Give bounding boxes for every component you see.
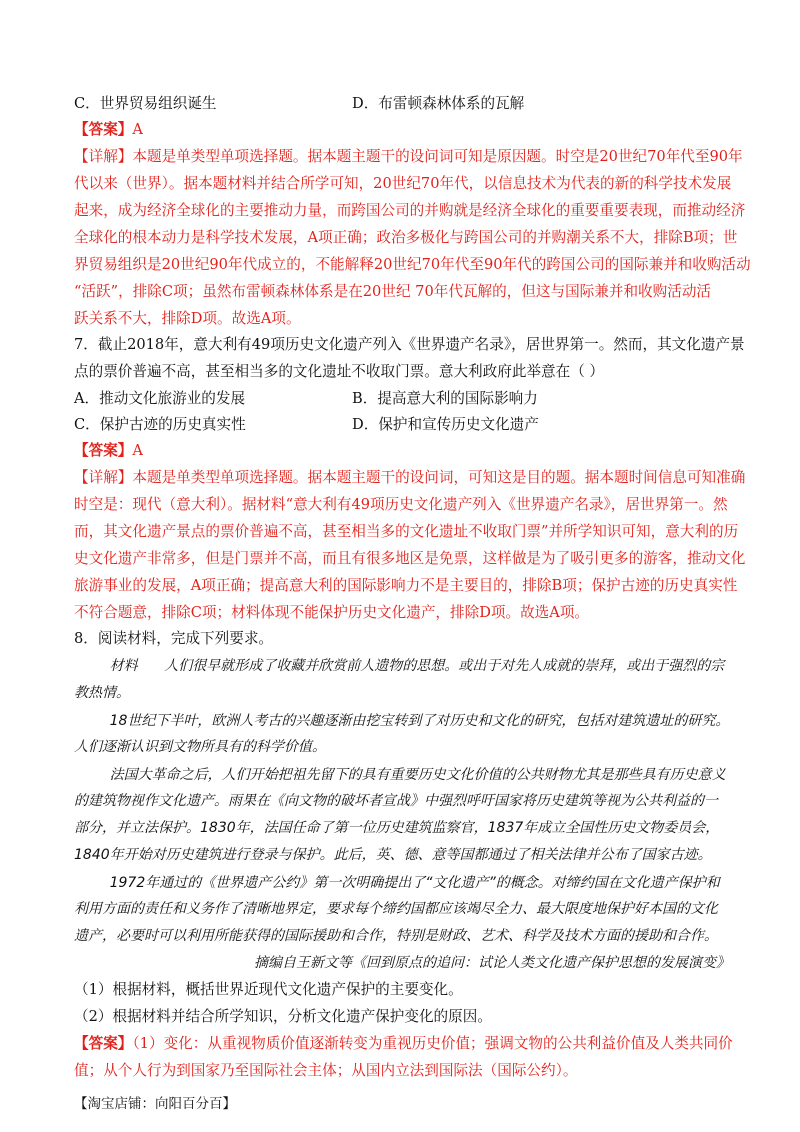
q8-material-line: 教热情。 xyxy=(74,685,130,701)
q7-answer-value: A xyxy=(132,442,143,459)
footer-shop-label: 【淘宝店铺：向阳百分百】 xyxy=(74,1096,236,1112)
q7-option-d: D．保护和宣传历史文化遗产 xyxy=(352,416,539,433)
q8-answer-line-1 xyxy=(74,1034,734,1054)
q7-explain-line: 时空是：现代（意大利）。据材料“意大利有49项历史文化遗产列入《世界遗产名录》，居世界第一。然 xyxy=(74,496,728,513)
q7-explain-line: 史文化遗产非常多，但是门票并不高，而且有很多地区是免票，这样做是为了吸引更多的游客，推动文化 xyxy=(74,550,746,567)
q6-explain-line: 界贸易组织是20世纪90年代成立的，不能解释20世纪70年代至90年代的跨国公司的国际兼并和收购活动 xyxy=(74,256,751,273)
q6-explain-line: 【详解】本题是单类型单项选择题。据本题主题干的设问词可知是原因题。时空是20世纪70年代至90年 xyxy=(74,148,743,165)
q6-explain-line: 全球化的根本动力是科学技术发展，A项正确；政治多极化与跨国公司的并购潮关系不大，排除B项；世 xyxy=(74,229,738,246)
q6-answer-value: A xyxy=(132,121,143,138)
q8-material-line: 1972年通过的《世界遗产公约》第一次明确提出了“文化遗产”的概念。对缔约国在文化遗产保护和 xyxy=(74,875,720,891)
q8-material-line: 法国大革命之后，人们开始把祖先留下的具有重要历史文化价值的公共财物尤其是那些具有历史意义 xyxy=(74,767,726,783)
q8-material-line: 1840年开始对历史建筑进行登录与保护。此后，英、德、意等国都通过了相关法律并公布了国家古迹。 xyxy=(74,847,712,863)
q6-explain-line: 跃关系不大，排除D项。故选A项。 xyxy=(74,310,301,327)
q8-material-line: 的建筑物视作文化遗产。雨果在《向文物的破坏者宣战》中强烈呼吁国家将历史建筑等视为公共利益的一 xyxy=(74,793,718,809)
q7-answer xyxy=(74,441,734,461)
q7-explain-line: 不符合题意，排除C项；材料体现不能保护历史文化遗产，排除D项。故选A项。 xyxy=(74,604,590,621)
q6-option-c: C．世界贸易组织诞生 xyxy=(74,95,217,112)
q8-sub-question-1: （1）根据材料，概括世界近现代文化遗产保护的主要变化。 xyxy=(74,981,463,998)
q8-material-line: 部分，并立法保护。1830年，法国任命了第一位历史建筑监察官，1837年成立全国性历史文物委员会， xyxy=(74,820,720,836)
q6-answer xyxy=(74,120,734,140)
q8-material-line: 遗产，必要时可以利用所能获得的国际援助和合作，特别是财政、艺术、科学及技术方面的援助和合作。 xyxy=(74,928,718,944)
q8-answer-text: （1）变化：从重视物质价值逐渐转变为重视历史价值；强调文物的公共利益价值及人类共同价 xyxy=(132,1035,733,1052)
q8-material-line: 人们逐渐认识到文物所具有的科学价值。 xyxy=(74,739,326,755)
q8-answer-line-2: 值；从个人行为到国家乃至国际社会主体；从国内立法到国际法（国际公约）。 xyxy=(74,1062,578,1079)
q7-explain-line: 旅游事业的发展，A项正确；提高意大利的国际影响力不是主要目的，排除B项；保护古迹的历史真实性 xyxy=(74,577,738,594)
q6-explain-line: “活跃”，排除C项；虽然布雷顿森林体系是在20世纪 70年代瓦解的，但这与国际兼并和收购活动活 xyxy=(74,283,712,300)
q8-sub-question-2: （2）根据材料并结合所学知识，分析文化遗产保护变化的原因。 xyxy=(74,1008,492,1025)
q7-stem-line: 点的票价普遍不高，甚至相当多的文化遗址不收取门票。意大利政府此举意在（ ） xyxy=(74,363,605,380)
q7-option-c: C．保护古迹的历史真实性 xyxy=(74,416,246,433)
q8-answer-label: 【答案】 xyxy=(74,1035,133,1052)
q6-explain-line: 代以来（世界）。据本题材料并结合所学可知，20世纪70年代，以信息技术为代表的新的科学技术发展 xyxy=(74,175,732,192)
q6-explain-line: 起来，成为经济全球化的主要推动力量，而跨国公司的并购就是经济全球化的重要重要表现，而推动经济 xyxy=(74,202,746,219)
q8-stem: 8．阅读材料，完成下列要求。 xyxy=(74,630,274,647)
q6-option-d: D．布雷顿森林体系的瓦解 xyxy=(352,95,525,112)
q7-explain-line: 【详解】本题是单类型单项选择题。据本题主题干的设问词，可知这是目的题。据本题时间信息可知准确 xyxy=(74,469,746,486)
q7-option-a: A．推动文化旅游业的发展 xyxy=(74,390,246,407)
q8-material-line: 利用方面的责任和义务作了清晰地界定，要求每个缔约国都应该竭尽全力、最大限度地保护好本国的文化 xyxy=(74,901,718,917)
q8-material-line: 18世纪下半叶，欧洲人考古的兴趣逐渐由挖宝转到了对历史和文化的研究，包括对建筑遗址的研究。 xyxy=(74,713,730,729)
q7-explain-line: 而，其文化遗产景点的票价普遍不高，甚至相当多的文化遗址不收取门票”并所学知识可知，意大利的历 xyxy=(74,523,739,540)
q6-answer-label: 【答案】 xyxy=(74,121,133,138)
q7-option-b: B．提高意大利的国际影响力 xyxy=(352,390,538,407)
q8-material-line: 材料 人们很早就形成了收藏并欣赏前人遗物的思想。或出于对先人成就的崇拜，或出于强烈的宗 xyxy=(74,658,725,674)
q8-source: 摘编自王新文等《回到原点的追问：试论人类文化遗产保护思想的发展演变》 xyxy=(254,955,730,971)
q7-answer-label: 【答案】 xyxy=(74,442,133,459)
q7-stem-line: 7．截止2018年，意大利有49项历史文化遗产列入《世界遗产名录》，居世界第一。然而，其文化遗产景 xyxy=(74,336,745,353)
